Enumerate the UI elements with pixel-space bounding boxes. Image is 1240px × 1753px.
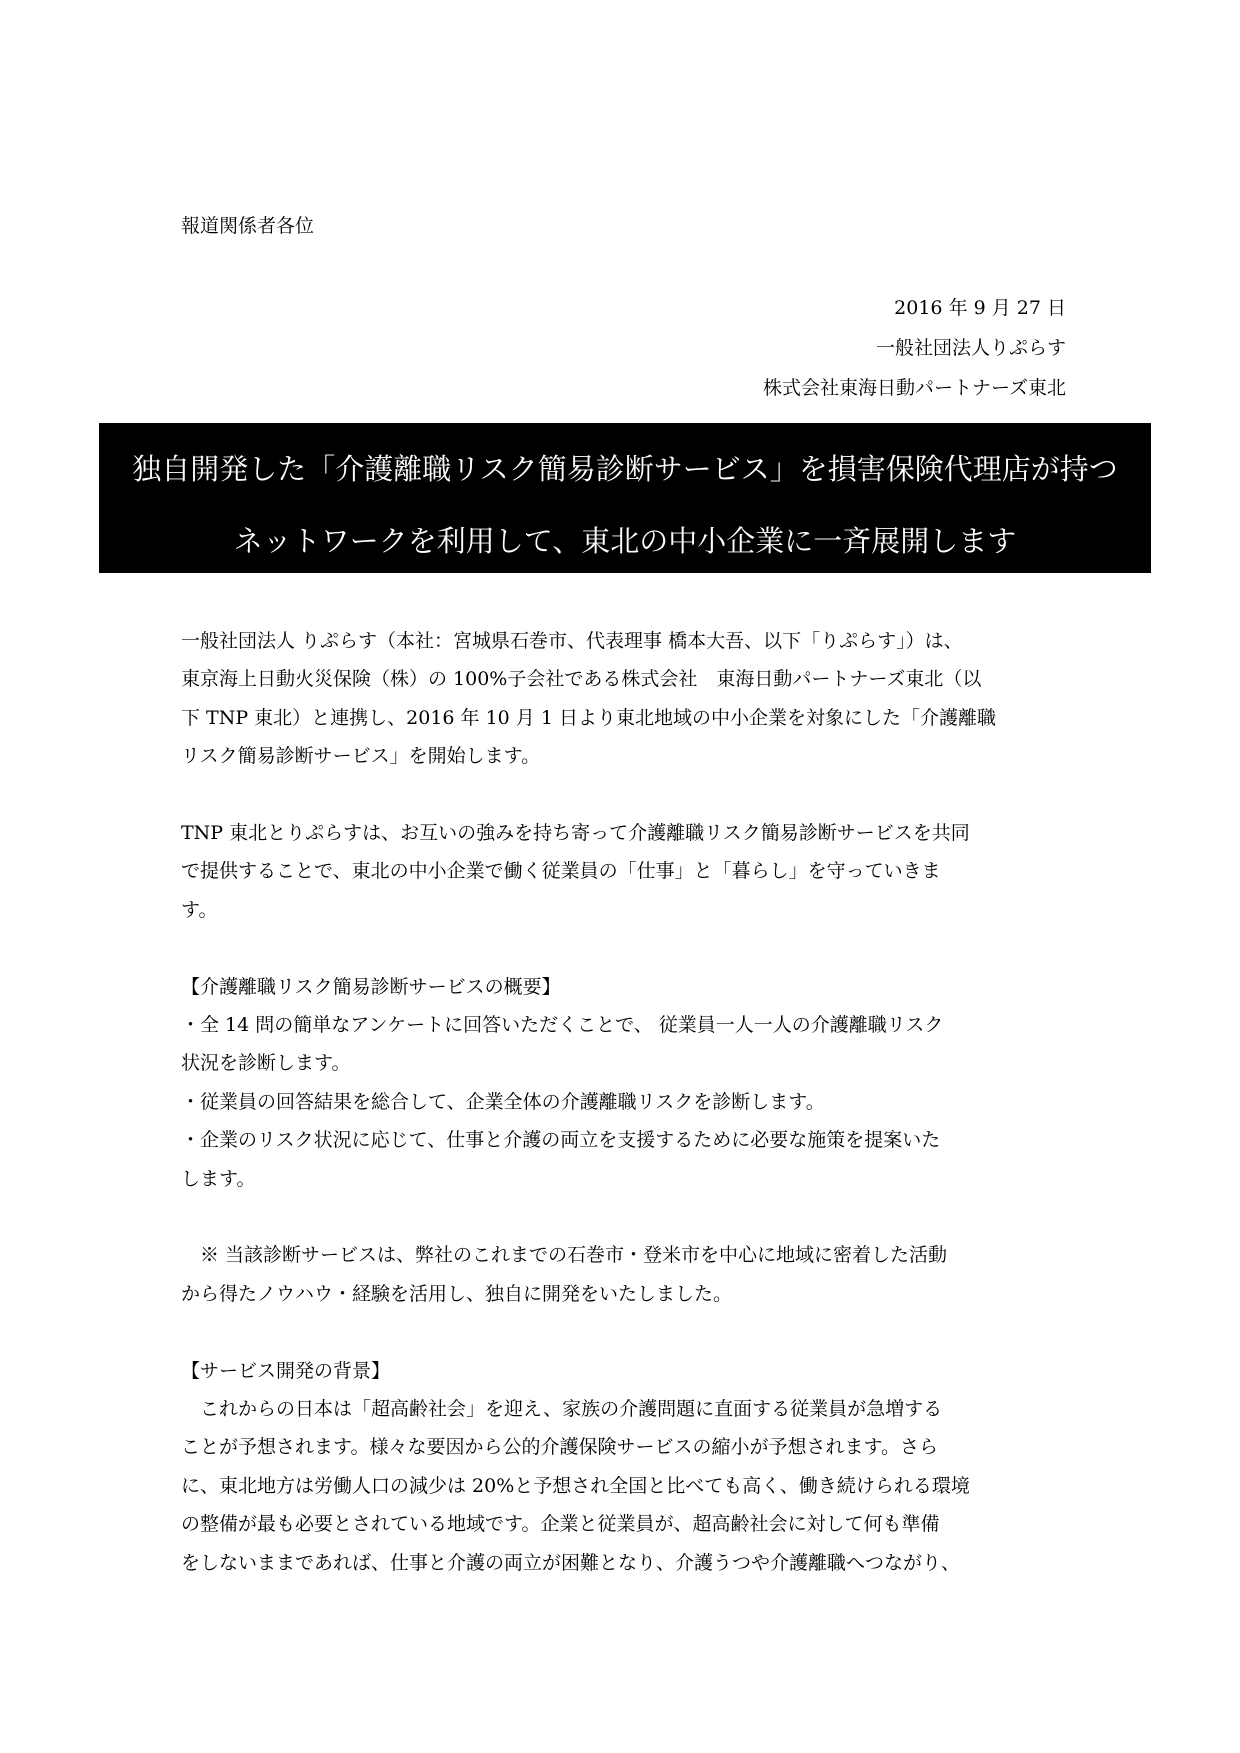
note-line: ※ 当該診断サービスは、弊社のこれまでの石巻市・登米市を中心に地域に密着した活動 (181, 1244, 948, 1267)
background-line: の整備が最も必要とされている地域です。企業と従業員が、超高齢社会に対して何も準備 (181, 1513, 940, 1536)
intro-line: 東京海上日動火災保険（株）の 100%子会社である株式会社 東海日動パートナーズ東北（以 (181, 668, 982, 691)
headline-banner (99, 423, 1151, 573)
overview-section (181, 968, 1071, 1198)
overview-line: ・従業員の回答結果を総合して、企業全体の介護離職リスクを診断します。 (181, 1090, 825, 1113)
collab-line: す。 (181, 898, 218, 921)
intro-paragraph (181, 622, 1071, 776)
collab-line: で提供することで、東北の中小企業で働く従業員の「仕事」と「暮らし」を守っていきま (181, 860, 941, 883)
background-line: をしないままであれば、仕事と介護の両立が困難となり、介護うつや介護離職へつながり、 (181, 1551, 961, 1574)
addressee: 報道関係者各位 (181, 215, 315, 237)
body-text (181, 622, 1071, 1620)
collab-paragraph (181, 814, 1071, 929)
release-date: 2016 年 9 月 27 日 (894, 297, 1066, 319)
note-line: から得たノウハウ・経験を活用し、独自に開発をいたしました。 (181, 1282, 733, 1305)
overview-line: ・全 14 問の簡単なアンケートに回答いただくことで、 従業員一人一人の介護離職リスク (181, 1014, 944, 1037)
intro-line: 一般社団法人 りぷらす（本社：宮城県石巻市、代表理事 橋本大吾、以下「りぷらす」）は、 (181, 630, 963, 652)
background-heading: 【サービス開発の背景】 (181, 1359, 391, 1382)
note-paragraph (181, 1236, 1071, 1313)
background-section (181, 1352, 1071, 1582)
background-line: ことが予想されます。様々な要因から公的介護保険サービスの縮小が予想されます。さら (181, 1436, 938, 1459)
background-line: これからの日本は「超高齢社会」を迎え、家族の介護問題に直面する従業員が急増する (181, 1398, 943, 1421)
sender-org-1: 一般社団法人りぷらす (875, 337, 1066, 359)
sender-block (763, 288, 1066, 408)
background-line: に、東北地方は労働人口の減少は 20%と予想され全国と比べても高く、働き続けられる環境 (181, 1474, 970, 1497)
overview-line: ・企業のリスク状況に応じて、仕事と介護の両立を支援するために必要な施策を提案いた (181, 1129, 941, 1152)
overview-line: 状況を診断します。 (181, 1052, 351, 1075)
headline-line-1: 独自開発した「介護離職リスク簡易診断サービス」を損害保険代理店が持つ (132, 452, 1118, 486)
overview-line: します。 (181, 1167, 256, 1190)
collab-line: TNP 東北とりぷらすは、お互いの強みを持ち寄って介護離職リスク簡易診断サービスを共同 (181, 822, 970, 845)
overview-heading: 【介護離職リスク簡易診断サービスの概要】 (181, 975, 561, 998)
sender-org-2: 株式会社東海日動パートナーズ東北 (762, 377, 1066, 399)
intro-line: リスク簡易診断サービス」を開始します。 (181, 745, 541, 768)
headline-line-2: ネットワークを利用して、東北の中小企業に一斉展開します (233, 524, 1017, 558)
intro-line: 下 TNP 東北）と連携し、2016 年 10 月 1 日より東北地域の中小企業を対象にした「介護離職 (181, 706, 996, 729)
